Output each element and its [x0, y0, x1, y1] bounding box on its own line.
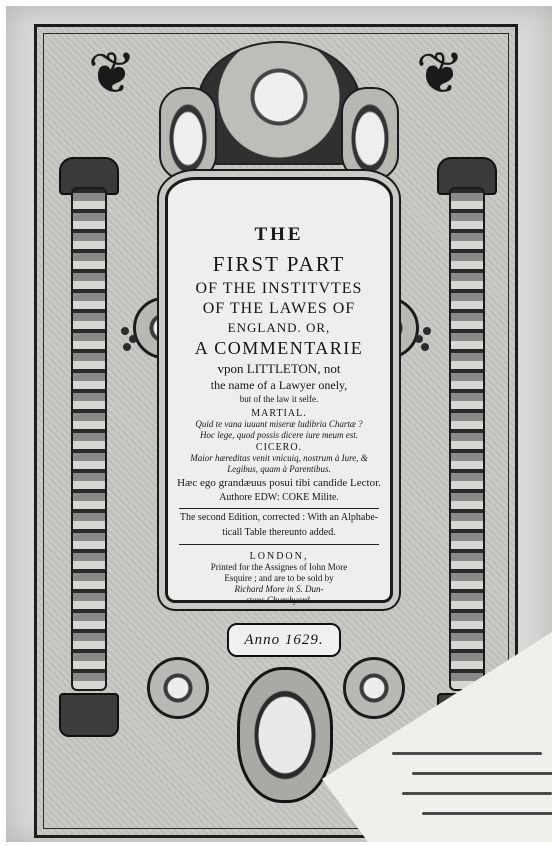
imprint-line: Esquire ; and are to be sold by: [224, 573, 334, 583]
edition-line: The second Edition, corrected : With an Alphabe-: [179, 512, 379, 523]
ink-stroke: [392, 752, 542, 755]
scroll-ornament: [147, 657, 209, 719]
title-cartouche: [165, 177, 393, 603]
top-crest-ornament: [197, 41, 361, 165]
column-base: [59, 693, 119, 737]
grape-ornament: [423, 327, 431, 335]
imprint-line: stans Churchyard.: [246, 595, 312, 605]
left-lamp-ornament: [159, 87, 217, 181]
cicero-label: CICERO.: [255, 442, 303, 453]
cicero-quote-line: Maior hæreditas venit vnicuiq, nostrum à Iure, &: [190, 453, 368, 463]
cicero-quote-line: Legibus, quam à Parentibus.: [227, 464, 331, 474]
dedication-line: Hæc ego grandæuus posui tibi candide Lector.: [177, 477, 381, 489]
bottom-shield-ornament: [237, 667, 333, 803]
ink-stroke: [412, 772, 554, 775]
title-lawes: OF THE LAWES OF: [202, 300, 356, 317]
divider-rule: [179, 544, 379, 545]
grape-ornament: [421, 343, 429, 351]
title-page: [6, 6, 552, 842]
title-littleton: vpon LITTLETON, not: [217, 361, 341, 376]
imprint: [168, 551, 390, 606]
right-column-ornament: [435, 157, 495, 737]
title-lawselfe: but of the law it selfe.: [239, 394, 319, 404]
left-griffin-icon: ❦: [87, 41, 137, 106]
imprint-city: LONDON,: [249, 551, 309, 562]
grape-ornament: [129, 335, 137, 343]
title-the: THE: [254, 224, 304, 245]
title-institutes: OF THE INSTITVTES: [195, 280, 363, 297]
title-commentarie: A COMMENTARIE: [194, 338, 364, 358]
edition-line: ticall Table thereunto added.: [222, 527, 336, 538]
grape-ornament: [121, 327, 129, 335]
ink-stroke: [402, 792, 552, 795]
grape-ornament: [415, 335, 423, 343]
right-griffin-icon: ❦: [415, 41, 465, 106]
imprint-line: Richard More in S. Dun-: [234, 584, 324, 594]
author-line: Authore EDW: COKE Milite.: [219, 492, 339, 503]
title-england: ENGLAND. OR,: [227, 320, 331, 335]
martial-label: MARTIAL.: [251, 408, 307, 419]
year-plate: Anno 1629.: [227, 623, 341, 657]
ink-stroke: [422, 812, 554, 815]
imprint-line: Printed for the Assignes of Iohn More: [210, 562, 348, 572]
martial-quote-line: Quid te vana iuuant miseræ ludibria Chartæ ?: [195, 419, 363, 429]
title-lawyer: the name of a Lawyer onely,: [210, 378, 348, 392]
martial-quote-line: Hoc lege, quod possis dicere iure meum est.: [199, 430, 359, 440]
column-shaft: [449, 187, 485, 691]
right-lamp-ornament: [341, 87, 399, 181]
title-first-part: FIRST PART: [212, 252, 346, 276]
grape-ornament: [123, 343, 131, 351]
column-shaft: [71, 187, 107, 691]
left-column-ornament: [57, 157, 117, 737]
divider-rule: [179, 508, 379, 509]
scroll-ornament: [343, 657, 405, 719]
